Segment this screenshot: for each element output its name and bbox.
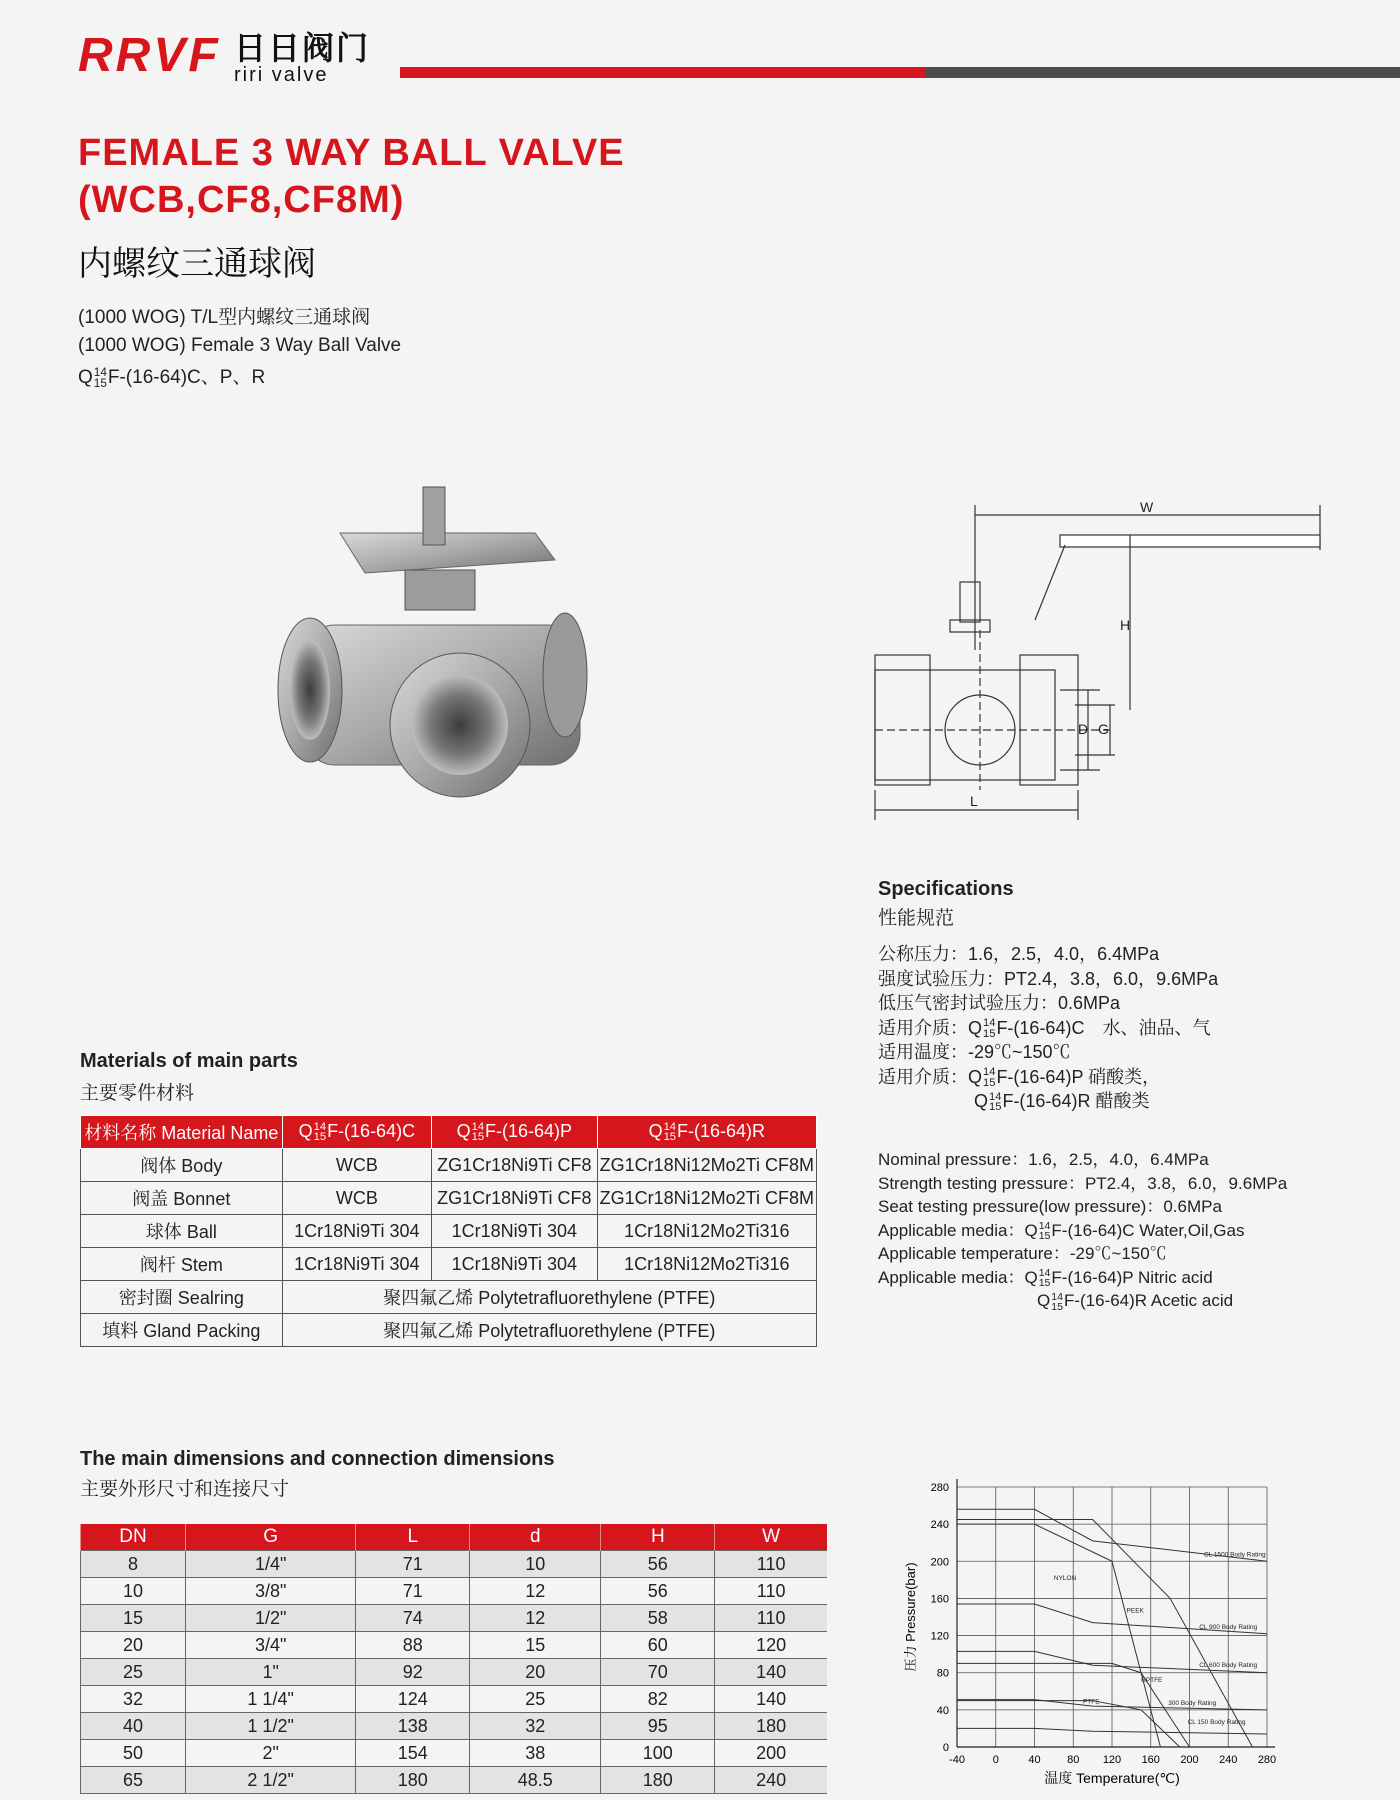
header-red-bar	[400, 67, 925, 78]
table-cell: 8	[81, 1551, 186, 1578]
table-cell: 1/2"	[185, 1605, 355, 1632]
table-cell: 74	[356, 1605, 470, 1632]
series-label: RPTFE	[1141, 1677, 1163, 1684]
table-cell: 50	[81, 1740, 186, 1767]
dimensions-heading: The main dimensions and connection dimensions	[80, 1448, 555, 1470]
dim-label-w: W	[1140, 499, 1154, 515]
table-cell: 40	[81, 1713, 186, 1740]
brand-logo: RRVF	[78, 29, 221, 82]
table-cell: 71	[356, 1551, 470, 1578]
y-tick-label: 80	[936, 1667, 949, 1680]
table-cell: 10	[81, 1578, 186, 1605]
series-label: PEEK	[1126, 1607, 1144, 1615]
dim-col-w: W	[715, 1524, 827, 1551]
materials-col-r: Q 14 15 F-(16-64)R	[597, 1116, 816, 1149]
info-line-1: (1000 WOG) T/L型内螺纹三通球阀	[78, 307, 371, 328]
table-cell: 124	[356, 1686, 470, 1713]
page-title	[78, 130, 625, 224]
table-row	[81, 1659, 828, 1686]
product-info	[78, 304, 401, 392]
table-cell: 1 1/4"	[185, 1686, 355, 1713]
valve-drawing	[860, 490, 1330, 830]
materials-col-p: Q 14 15 F-(16-64)P	[432, 1116, 598, 1149]
table-cell: 56	[601, 1578, 715, 1605]
table-cell: 71	[356, 1578, 470, 1605]
table-cell: 180	[601, 1767, 715, 1794]
table-cell: 3/4"	[185, 1632, 355, 1659]
table-cell: 180	[356, 1767, 470, 1794]
table-cell: 240	[715, 1767, 827, 1794]
table-row: 阀杆 Stem 1Cr18Ni9Ti 304 1Cr18Ni9Ti 304 1Cr18Ni12Mo2Ti316	[81, 1248, 817, 1281]
table-cell: 154	[356, 1740, 470, 1767]
series-label: PTFE	[1082, 1698, 1100, 1706]
table-cell: 82	[601, 1686, 715, 1713]
y-tick-label: 160	[930, 1593, 949, 1606]
y-axis-label: 压力 Pressure(bar)	[903, 1562, 918, 1672]
table-cell: 48.5	[470, 1767, 601, 1794]
table-row: 阀盖 Bonnet WCB ZG1Cr18Ni9Ti CF8 ZG1Cr18Ni12Mo2Ti CF8M	[81, 1182, 817, 1215]
materials-col-name: 材料名称 Material Name	[81, 1116, 283, 1149]
y-tick-label: 40	[936, 1704, 949, 1717]
table-row: 填料 Gland Packing 聚四氟乙烯 Polytetrafluorethylene (PTFE)	[81, 1314, 817, 1347]
x-tick-label: 120	[1102, 1754, 1122, 1766]
table-cell: 58	[601, 1605, 715, 1632]
series-label: CL 1500 Body Rating	[1204, 1551, 1266, 1559]
table-row: 球体 Ball 1Cr18Ni9Ti 304 1Cr18Ni9Ti 304 1Cr18Ni12Mo2Ti316	[81, 1215, 817, 1248]
y-tick-label: 0	[942, 1742, 949, 1754]
table-cell: 3/8"	[185, 1578, 355, 1605]
materials-table	[80, 1115, 817, 1347]
table-cell: 10	[470, 1551, 601, 1578]
table-row	[81, 1632, 828, 1659]
brand-name-cn: 日日阀门	[234, 30, 371, 66]
brand-name	[234, 32, 370, 85]
pressure-temperature-chart	[895, 1460, 1300, 1800]
table-cell: 2"	[185, 1740, 355, 1767]
materials-col-c: Q 14 15 F-(16-64)C	[282, 1116, 431, 1149]
specs-heading: Specifications	[878, 878, 1014, 900]
table-cell: 60	[601, 1632, 715, 1659]
series-label: CL 150 Body Rating	[1187, 1718, 1246, 1726]
table-cell: 110	[715, 1551, 827, 1578]
materials-heading: Materials of main parts	[80, 1050, 298, 1072]
y-tick-label: 240	[930, 1519, 949, 1532]
specs-en: Nominal pressure：1.6，2.5，4.0，6.4MPa Strength testing pressure：PT2.4，3.8，6.0，9.6MPa Seat testing pressure(low pressure)：0.6MPa Applicable media：Q 14 15 F-(16-64)C Water,Oil,Gas Applicable temperature：-29℃~150℃ Applicable media：Q 14 15 F-(16-64)P Nitric acid Q 14 15 F-(16-64)R Acetic acid	[878, 1150, 1288, 1313]
y-tick-label: 200	[930, 1556, 949, 1569]
dimensions-heading-cn: 主要外形尺寸和连接尺寸	[80, 1479, 290, 1500]
x-tick-label: 40	[1028, 1754, 1041, 1766]
table-cell: 32	[470, 1713, 601, 1740]
table-cell: 12	[470, 1605, 601, 1632]
table-cell: 38	[470, 1740, 601, 1767]
title-line-1: FEMALE 3 WAY BALL VALVE	[78, 132, 625, 174]
table-cell: 12	[470, 1578, 601, 1605]
specs-cn: 公称压力：1.6，2.5，4.0，6.4MPa 强度试验压力：PT2.4，3.8，6.0，9.6MPa 低压气密封试验压力：0.6MPa 适用介质：Q 14 15 F-(16-64)C 水、油品、气 适用温度：-29℃~150℃ 适用介质：Q 14 15 F-(16-64)P 硝酸类， Q 14 15 F-(16-64)R 醋酸类	[878, 944, 1219, 1114]
table-cell: 15	[470, 1632, 601, 1659]
dim-label-l: L	[970, 793, 978, 809]
x-tick-label: 200	[1180, 1754, 1199, 1766]
table-cell: 180	[715, 1713, 827, 1740]
table-row: 阀体 Body WCB ZG1Cr18Ni9Ti CF8 ZG1Cr18Ni12Mo2Ti CF8M	[81, 1149, 817, 1182]
dim-col-l: L	[356, 1524, 470, 1551]
dim-col-d: d	[470, 1524, 601, 1551]
table-row	[81, 1767, 828, 1794]
y-tick-label: 280	[930, 1482, 949, 1494]
materials-heading-cn: 主要零件材料	[80, 1083, 195, 1104]
table-cell: 120	[715, 1632, 827, 1659]
table-row	[81, 1551, 828, 1578]
table-cell: 32	[81, 1686, 186, 1713]
dim-col-h: H	[601, 1524, 715, 1551]
title-line-2: (WCB,CF8,CF8M)	[78, 179, 405, 221]
table-cell: 20	[470, 1659, 601, 1686]
x-tick-label: 80	[1067, 1754, 1080, 1766]
header-gray-bar	[925, 67, 1400, 78]
table-cell: 1/4"	[185, 1551, 355, 1578]
y-tick-label: 120	[930, 1630, 949, 1643]
brand-name-en: riri valve	[234, 64, 329, 86]
table-cell: 110	[715, 1578, 827, 1605]
table-cell: 140	[715, 1659, 827, 1686]
table-cell: 140	[715, 1686, 827, 1713]
table-cell: 70	[601, 1659, 715, 1686]
series-label: NYLON	[1053, 1574, 1077, 1582]
table-cell: 2 1/2"	[185, 1767, 355, 1794]
table-cell: 25	[81, 1659, 186, 1686]
table-row	[81, 1578, 828, 1605]
title-cn: 内螺纹三通球阀	[78, 245, 316, 283]
table-cell: 200	[715, 1740, 827, 1767]
table-cell: 138	[356, 1713, 470, 1740]
table-cell: 56	[601, 1551, 715, 1578]
table-cell: 95	[601, 1713, 715, 1740]
dim-col-dn: DN	[81, 1524, 186, 1551]
dimensions-table	[80, 1524, 827, 1794]
table-cell: 110	[715, 1605, 827, 1632]
series-label: CL 900 Body Rating	[1199, 1624, 1258, 1632]
x-tick-label: -40	[949, 1754, 965, 1766]
dim-label-g: G	[1098, 721, 1109, 737]
dim-label-h: H	[1120, 617, 1131, 633]
table-cell: 65	[81, 1767, 186, 1794]
table-cell: 25	[470, 1686, 601, 1713]
series-label: CL 600 Body Rating	[1199, 1662, 1258, 1670]
info-line-2: (1000 WOG) Female 3 Way Ball Valve	[78, 335, 402, 356]
table-cell: 100	[601, 1740, 715, 1767]
x-tick-label: 160	[1141, 1754, 1160, 1766]
table-row	[81, 1713, 828, 1740]
valve-photo	[265, 475, 630, 820]
table-cell: 15	[81, 1605, 186, 1632]
table-cell: 88	[356, 1632, 470, 1659]
table-cell: 1 1/2"	[185, 1713, 355, 1740]
x-axis-label: 温度 Temperature(℃)	[1044, 1770, 1180, 1786]
table-cell: 1"	[185, 1659, 355, 1686]
info-model: Q 14 15 F-(16-64)C、P、R	[78, 365, 266, 390]
x-tick-label: 0	[992, 1754, 999, 1766]
specs-heading-cn: 性能规范	[878, 908, 955, 929]
table-cell: 92	[356, 1659, 470, 1686]
x-tick-label: 280	[1257, 1754, 1277, 1766]
dim-col-g: G	[185, 1524, 355, 1551]
series-label: 300 Body Rating	[1168, 1700, 1217, 1708]
table-row	[81, 1686, 828, 1713]
table-row	[81, 1605, 828, 1632]
table-cell: 20	[81, 1632, 186, 1659]
table-row: 密封圈 Sealring 聚四氟乙烯 Polytetrafluorethylene (PTFE)	[81, 1281, 817, 1314]
x-tick-label: 240	[1219, 1754, 1238, 1766]
dim-label-d: D	[1078, 721, 1089, 737]
table-row	[81, 1740, 828, 1767]
